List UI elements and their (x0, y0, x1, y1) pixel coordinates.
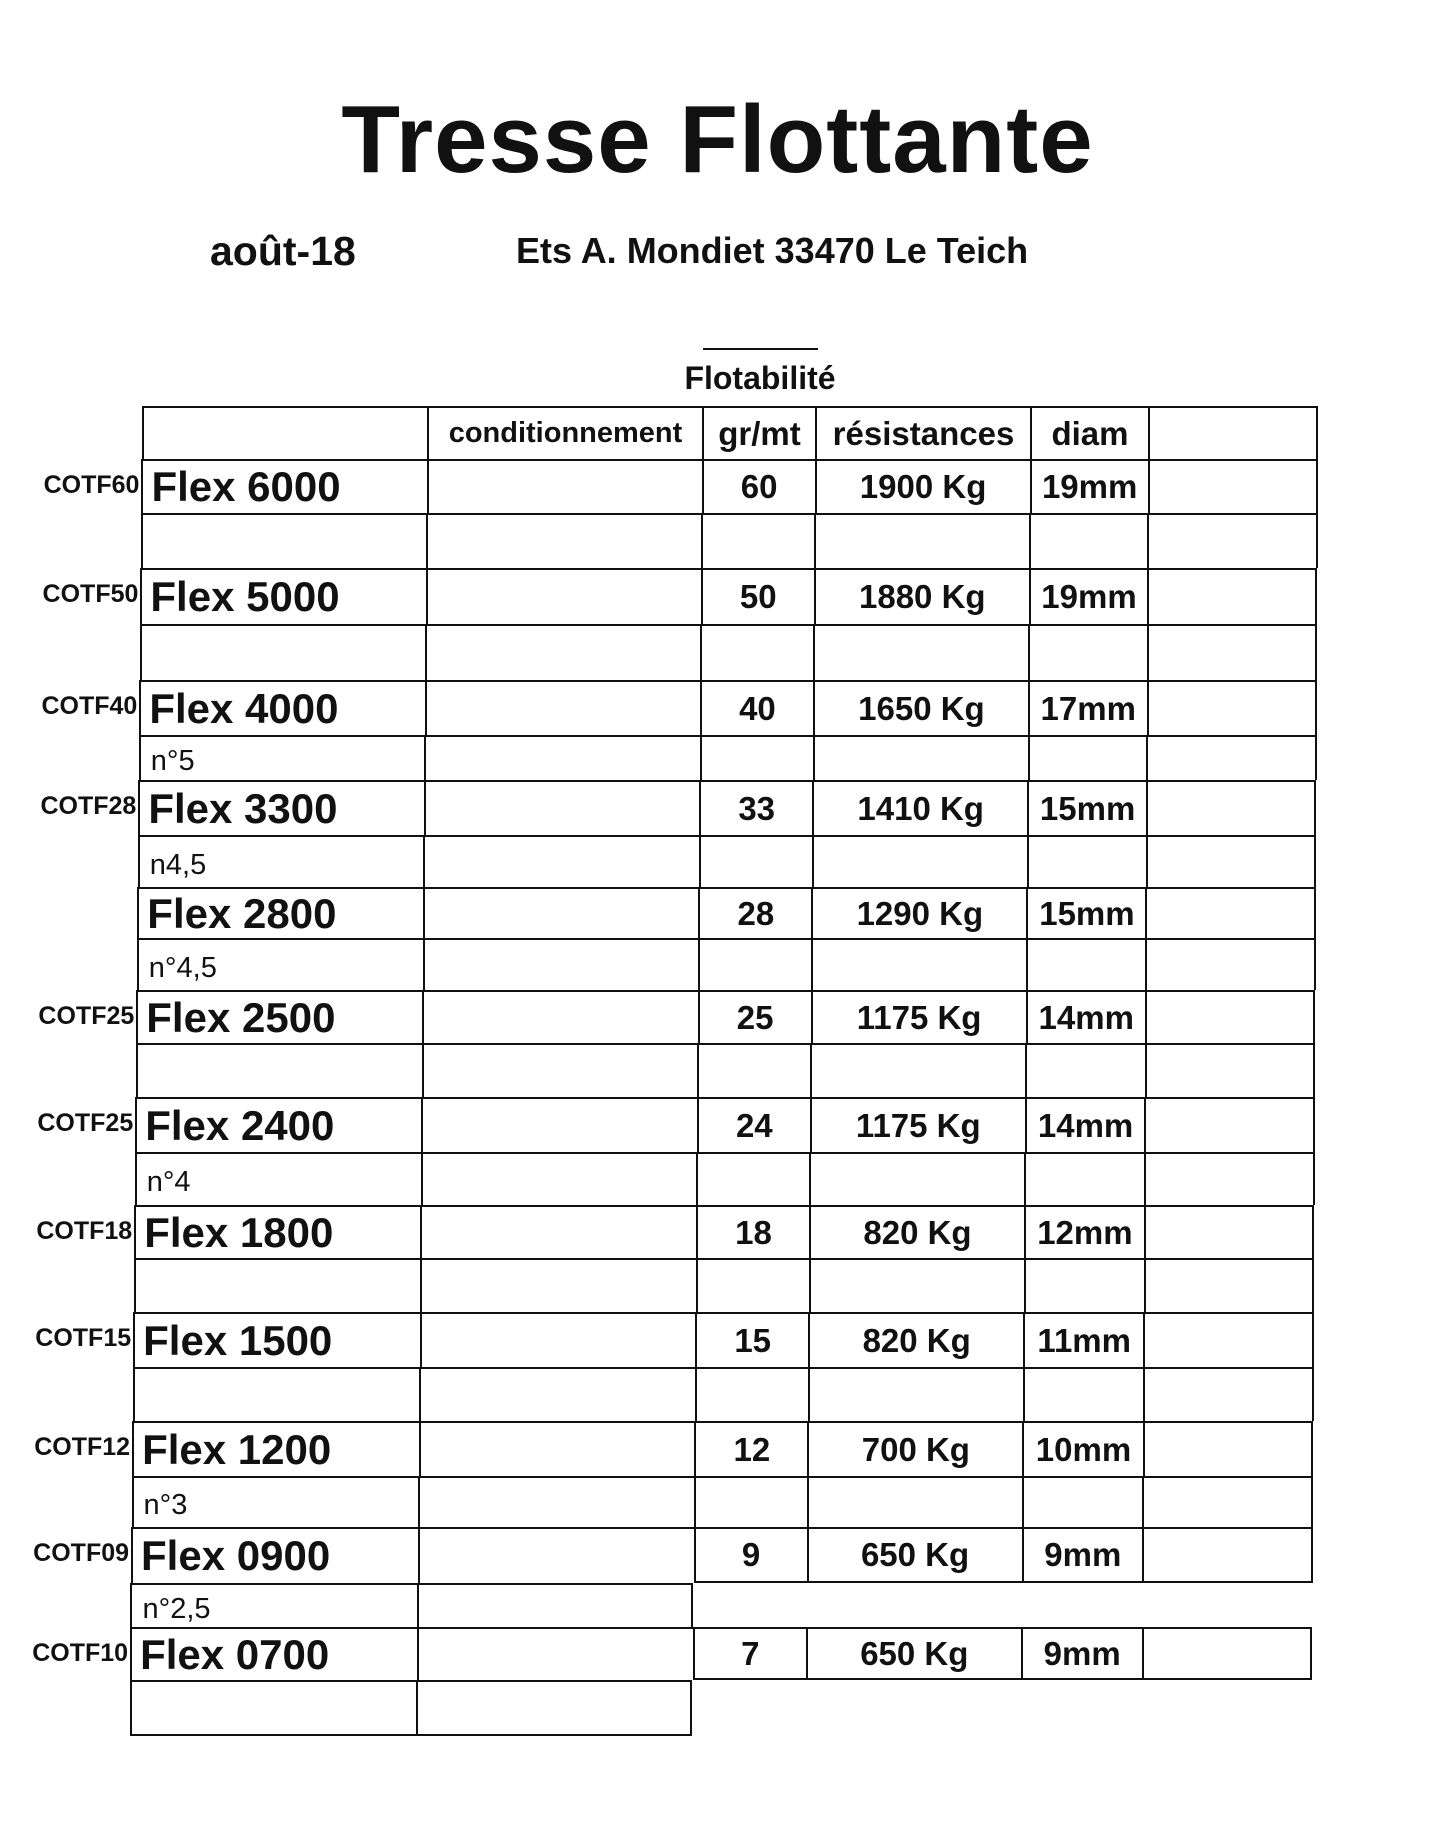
product-name: Flex 5000 (140, 568, 425, 624)
empty-cell (695, 1367, 808, 1421)
empty-cell (1145, 938, 1315, 990)
grmt-value: 15 (695, 1312, 808, 1367)
extra-cell (1147, 568, 1317, 624)
grmt-value: 50 (701, 568, 814, 624)
resistance-value: 650 Kg (806, 1627, 1021, 1680)
empty-cell (1029, 513, 1147, 568)
product-size-note (141, 513, 426, 568)
resistance-value: 1290 Kg (811, 887, 1026, 938)
grmt-value: 18 (696, 1205, 809, 1258)
extra-cell (1144, 1097, 1315, 1152)
product-size-note: n°2,5 (130, 1583, 417, 1627)
resistance-value: 820 Kg (809, 1205, 1024, 1258)
empty-cell (808, 1367, 1023, 1421)
conditionnement-cell (420, 1312, 696, 1367)
diam-value: 9mm (1021, 1627, 1142, 1680)
empty-cell (807, 1476, 1022, 1527)
resistance-value: 1650 Kg (813, 680, 1028, 735)
conditionnement-cell (417, 1627, 693, 1680)
resistance-value: 820 Kg (808, 1312, 1023, 1367)
empty-cell (700, 735, 813, 780)
grmt-value: 24 (697, 1097, 810, 1152)
product-size-note: n°3 (132, 1476, 419, 1527)
extra-cell (1147, 680, 1317, 735)
product-name: Flex 1500 (133, 1312, 419, 1367)
product-name: Flex 2800 (137, 887, 423, 938)
product-size-note (136, 1043, 422, 1097)
extra-cell (1146, 780, 1316, 835)
product-name: Flex 4000 (139, 680, 424, 735)
product-name: Flex 0900 (131, 1527, 418, 1583)
diam-value: 15mm (1027, 780, 1146, 835)
conditionnement-cell (422, 990, 697, 1043)
empty-cell (701, 513, 814, 568)
conditionnement-cell (425, 680, 700, 735)
header-grmt: gr/mt (702, 406, 815, 459)
grmt-value: 40 (700, 680, 813, 735)
empty-cell (1142, 1476, 1313, 1527)
empty-cell (416, 1680, 692, 1736)
empty-cell (1147, 624, 1317, 680)
product-code: COTF25 (38, 1002, 135, 1030)
flotabilite-overline (703, 348, 818, 350)
product-code: COTF40 (41, 692, 138, 720)
empty-cell (1146, 735, 1316, 780)
product-code: COTF09 (33, 1539, 130, 1567)
empty-cell (1146, 835, 1316, 887)
product-name: Flex 2400 (135, 1097, 421, 1152)
empty-cell (1028, 624, 1146, 680)
product-name: Flex 2500 (136, 990, 422, 1043)
empty-cell (1028, 735, 1147, 780)
empty-cell (810, 1043, 1025, 1097)
conditionnement-cell (424, 780, 699, 835)
diam-value: 14mm (1025, 1097, 1145, 1152)
document-title: Tresse Flottante (341, 86, 1094, 193)
empty-cell (420, 1258, 696, 1312)
extra-cell (1142, 1627, 1313, 1680)
empty-cell (1024, 1258, 1144, 1312)
diam-value: 10mm (1022, 1421, 1142, 1476)
resistance-value: 1175 Kg (810, 1097, 1025, 1152)
conditionnement-cell (423, 887, 698, 938)
resistance-value: 1410 Kg (812, 780, 1027, 835)
extra-cell (1142, 1527, 1313, 1583)
diam-value: 19mm (1030, 459, 1148, 513)
product-code: COTF18 (36, 1217, 133, 1245)
document-date: août-18 (210, 228, 356, 274)
empty-cell (696, 1152, 809, 1205)
grmt-value: 12 (694, 1421, 807, 1476)
product-code: COTF60 (43, 471, 140, 499)
resistance-value: 1175 Kg (811, 990, 1026, 1043)
product-code: COTF25 (37, 1109, 134, 1137)
product-name: Flex 0700 (130, 1627, 417, 1680)
extra-cell (1144, 1205, 1315, 1258)
empty-cell (424, 735, 699, 780)
conditionnement-cell (420, 1205, 696, 1258)
product-size-note: n°4,5 (137, 938, 423, 990)
diam-value: 11mm (1023, 1312, 1143, 1367)
extra-cell (1145, 990, 1315, 1043)
grmt-value: 9 (694, 1527, 807, 1583)
product-code: COTF10 (32, 1639, 129, 1667)
empty-cell (1027, 835, 1146, 887)
product-size-note (133, 1367, 419, 1421)
empty-cell (694, 1476, 807, 1527)
product-size-note (134, 1258, 420, 1312)
empty-cell (1147, 513, 1317, 568)
empty-cell (1143, 1367, 1314, 1421)
header-conditionnement: conditionnement (427, 406, 702, 459)
resistance-value: 1880 Kg (814, 568, 1029, 624)
product-name: Flex 3300 (138, 780, 424, 835)
product-size-note (130, 1680, 417, 1736)
empty-cell (814, 513, 1029, 568)
empty-cell (1144, 1258, 1315, 1312)
product-code: COTF12 (34, 1433, 131, 1461)
extra-cell (1143, 1421, 1314, 1476)
empty-cell (1023, 1367, 1143, 1421)
empty-cell (423, 938, 698, 990)
empty-cell (417, 1583, 693, 1627)
diam-value: 12mm (1024, 1205, 1144, 1258)
diam-value: 19mm (1029, 568, 1147, 624)
resistance-value: 1900 Kg (815, 459, 1030, 513)
product-name: Flex 1200 (132, 1421, 419, 1476)
empty-cell (700, 624, 813, 680)
empty-cell (1024, 1152, 1144, 1205)
header-name (142, 406, 427, 459)
extra-cell (1148, 459, 1318, 513)
grmt-value: 7 (693, 1627, 806, 1680)
empty-cell (1144, 1152, 1315, 1205)
product-code: COTF50 (42, 580, 139, 608)
product-size-note: n°4 (135, 1152, 421, 1205)
empty-cell (418, 1476, 694, 1527)
grmt-value: 28 (698, 887, 811, 938)
empty-cell (699, 835, 812, 887)
empty-cell (812, 835, 1027, 887)
conditionnement-cell (426, 568, 701, 624)
product-name: Flex 1800 (134, 1205, 420, 1258)
empty-cell (813, 624, 1028, 680)
company-address: Ets A. Mondiet 33470 Le Teich (516, 230, 1029, 271)
empty-cell (426, 513, 701, 568)
diam-value: 17mm (1028, 680, 1147, 735)
header-resistances: résistances (815, 406, 1030, 459)
empty-cell (422, 1043, 697, 1097)
empty-cell (813, 735, 1028, 780)
product-size-note (140, 624, 425, 680)
flotabilite-label: Flotabilité (684, 360, 836, 396)
empty-cell (698, 938, 811, 990)
empty-cell (1025, 1043, 1144, 1097)
empty-cell (696, 1258, 809, 1312)
product-code: COTF28 (40, 792, 137, 820)
empty-cell (809, 1152, 1024, 1205)
empty-cell (1145, 1043, 1315, 1097)
product-size-note: n4,5 (138, 835, 424, 887)
product-size-note: n°5 (139, 735, 424, 780)
resistance-value: 700 Kg (807, 1421, 1022, 1476)
extra-cell (1145, 887, 1315, 938)
extra-cell (1143, 1312, 1314, 1367)
diam-value: 14mm (1026, 990, 1145, 1043)
empty-cell (419, 1367, 695, 1421)
empty-cell (697, 1043, 810, 1097)
product-code: COTF15 (35, 1324, 132, 1352)
header-diam: diam (1030, 406, 1148, 459)
empty-cell (1026, 938, 1145, 990)
header-extra (1148, 406, 1318, 459)
grmt-value: 25 (698, 990, 811, 1043)
empty-cell (811, 938, 1026, 990)
empty-cell (425, 624, 700, 680)
empty-cell (423, 835, 698, 887)
empty-cell (421, 1152, 697, 1205)
empty-cell (1022, 1476, 1142, 1527)
conditionnement-cell (421, 1097, 697, 1152)
conditionnement-cell (427, 459, 702, 513)
product-name: Flex 6000 (141, 459, 426, 513)
grmt-value: 33 (699, 780, 812, 835)
conditionnement-cell (419, 1421, 695, 1476)
grmt-value: 60 (702, 459, 815, 513)
diam-value: 9mm (1022, 1527, 1143, 1583)
resistance-value: 650 Kg (807, 1527, 1022, 1583)
conditionnement-cell (418, 1527, 694, 1583)
diam-value: 15mm (1026, 887, 1145, 938)
empty-cell (809, 1258, 1024, 1312)
